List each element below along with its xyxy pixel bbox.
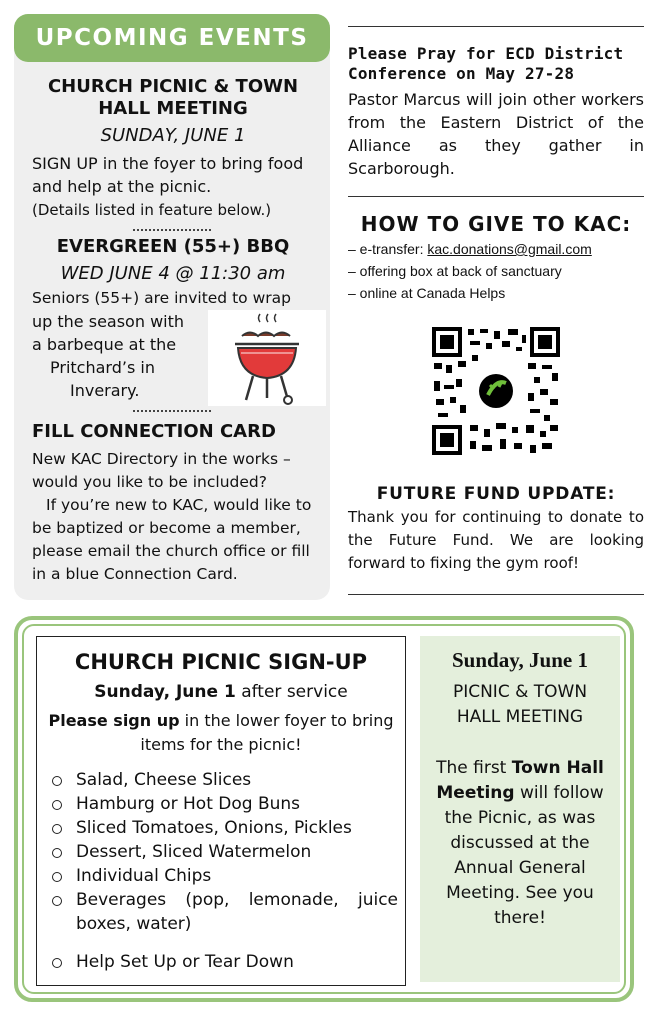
side-subtitle: PICNIC & TOWN HALL MEETING <box>452 682 588 727</box>
bbq-grill-image <box>208 310 326 406</box>
side-body-rest: will follow the Picnic, as was discussed at the Annual General Meeting. See you there! <box>444 783 604 928</box>
circle-bullet-icon <box>52 776 62 786</box>
signup-last-item-list <box>48 950 398 974</box>
list-item-label: Salad, Cheese Slices <box>76 770 252 790</box>
connection-card-body-1: New KAC Directory in the works – would you like to be included? <box>32 450 291 491</box>
give-online: – online at Canada Helps <box>348 285 506 301</box>
divider <box>133 229 211 231</box>
side-date: Sunday, June 1 <box>452 648 588 672</box>
picnic-body <box>32 152 314 198</box>
connection-card-title: FILL CONNECTION CARD <box>32 421 276 442</box>
circle-bullet-icon <box>52 896 62 906</box>
signup-date-rest: after service <box>235 682 348 702</box>
list-item-label: Sliced Tomatoes, Onions, Pickles <box>76 818 352 838</box>
grill-icon <box>208 310 326 406</box>
bbq-line-1: Seniors (55+) are invited to wrap <box>32 289 291 307</box>
list-item <box>48 950 398 974</box>
bbq-line-3: a barbeque at the <box>32 335 177 354</box>
picnic-body-rest: in the foyer to bring food and help at the picnic. <box>32 154 304 196</box>
list-item-label: Hamburg or Hot Dog Buns <box>76 794 301 814</box>
bbq-line-4: Pritchard’s in <box>50 358 155 377</box>
pray-body: Pastor Marcus will join other workers from the Eastern District of the Alliance as they gather in Scarborough. <box>348 90 644 178</box>
pray-title: Please Pray for ECD District Conference on May 27-28 <box>348 44 624 83</box>
give-etransfer <box>348 238 644 260</box>
qr-code-icon <box>430 325 562 457</box>
signup-date-bold: Sunday, June 1 <box>94 682 236 702</box>
give-etransfer-label: – e-transfer: <box>348 241 428 257</box>
connection-card-body-2: If you’re new to KAC, would like to be baptized or become a member, please email the church office or fill in a blue Connection Card. <box>32 496 312 583</box>
list-item <box>48 888 398 936</box>
list-item-label: Individual Chips <box>76 866 212 886</box>
give-title: HOW TO GIVE TO KAC: <box>360 212 632 236</box>
circle-bullet-icon <box>52 958 62 968</box>
picnic-title: CHURCH PICNIC & TOWN HALL MEETING <box>47 76 299 119</box>
picnic-signup-lead: SIGN UP <box>32 154 98 173</box>
picnic-date: SUNDAY, JUNE 1 <box>100 125 246 146</box>
list-item <box>48 816 398 840</box>
signup-title: CHURCH PICNIC SIGN-UP <box>74 650 368 674</box>
circle-bullet-icon <box>52 800 62 810</box>
signup-item-list <box>48 768 398 936</box>
signup-instructions <box>44 709 398 757</box>
divider <box>348 196 644 197</box>
list-item <box>48 792 398 816</box>
bbq-line-5: Inverary. <box>70 381 140 400</box>
circle-bullet-icon <box>52 824 62 834</box>
list-item <box>48 840 398 864</box>
bbq-title: EVERGREEN (55+) BBQ <box>56 236 290 257</box>
bbq-date: WED JUNE 4 @ 11:30 am <box>60 263 286 284</box>
picnic-details: (Details listed in feature below.) <box>32 201 272 219</box>
list-item <box>48 768 398 792</box>
donation-email-link[interactable]: kac.donations@gmail.com <box>427 241 592 257</box>
side-body-bold: Town Hall Meeting <box>436 758 604 803</box>
list-item-label: Beverages (pop, lemonade, juice boxes, water) <box>76 890 398 934</box>
upcoming-events-header: UPCOMING EVENTS <box>14 14 330 62</box>
donation-qr-code[interactable] <box>430 325 562 457</box>
divider <box>133 410 211 412</box>
future-fund-body: Thank you for continuing to donate to the Future Fund. We are looking forward to fixing the gym roof! <box>348 508 644 572</box>
divider <box>348 594 644 595</box>
bbq-line-2: up the season with <box>32 312 185 331</box>
signup-date <box>38 682 404 702</box>
list-item-label: Help Set Up or Tear Down <box>76 952 294 972</box>
future-fund-title: FUTURE FUND UPDATE: <box>376 484 616 504</box>
side-body <box>430 756 610 931</box>
side-body-start: The first <box>436 758 512 778</box>
list-item <box>48 864 398 888</box>
circle-bullet-icon <box>52 848 62 858</box>
divider <box>348 26 644 27</box>
signup-please-bold: Please sign up <box>48 711 180 730</box>
give-offering: – offering box at back of sanctuary <box>348 263 562 279</box>
circle-bullet-icon <box>52 872 62 882</box>
signup-please-rest: in the lower foyer to bring items for the picnic! <box>140 711 394 754</box>
list-item-label: Dessert, Sliced Watermelon <box>76 842 312 862</box>
